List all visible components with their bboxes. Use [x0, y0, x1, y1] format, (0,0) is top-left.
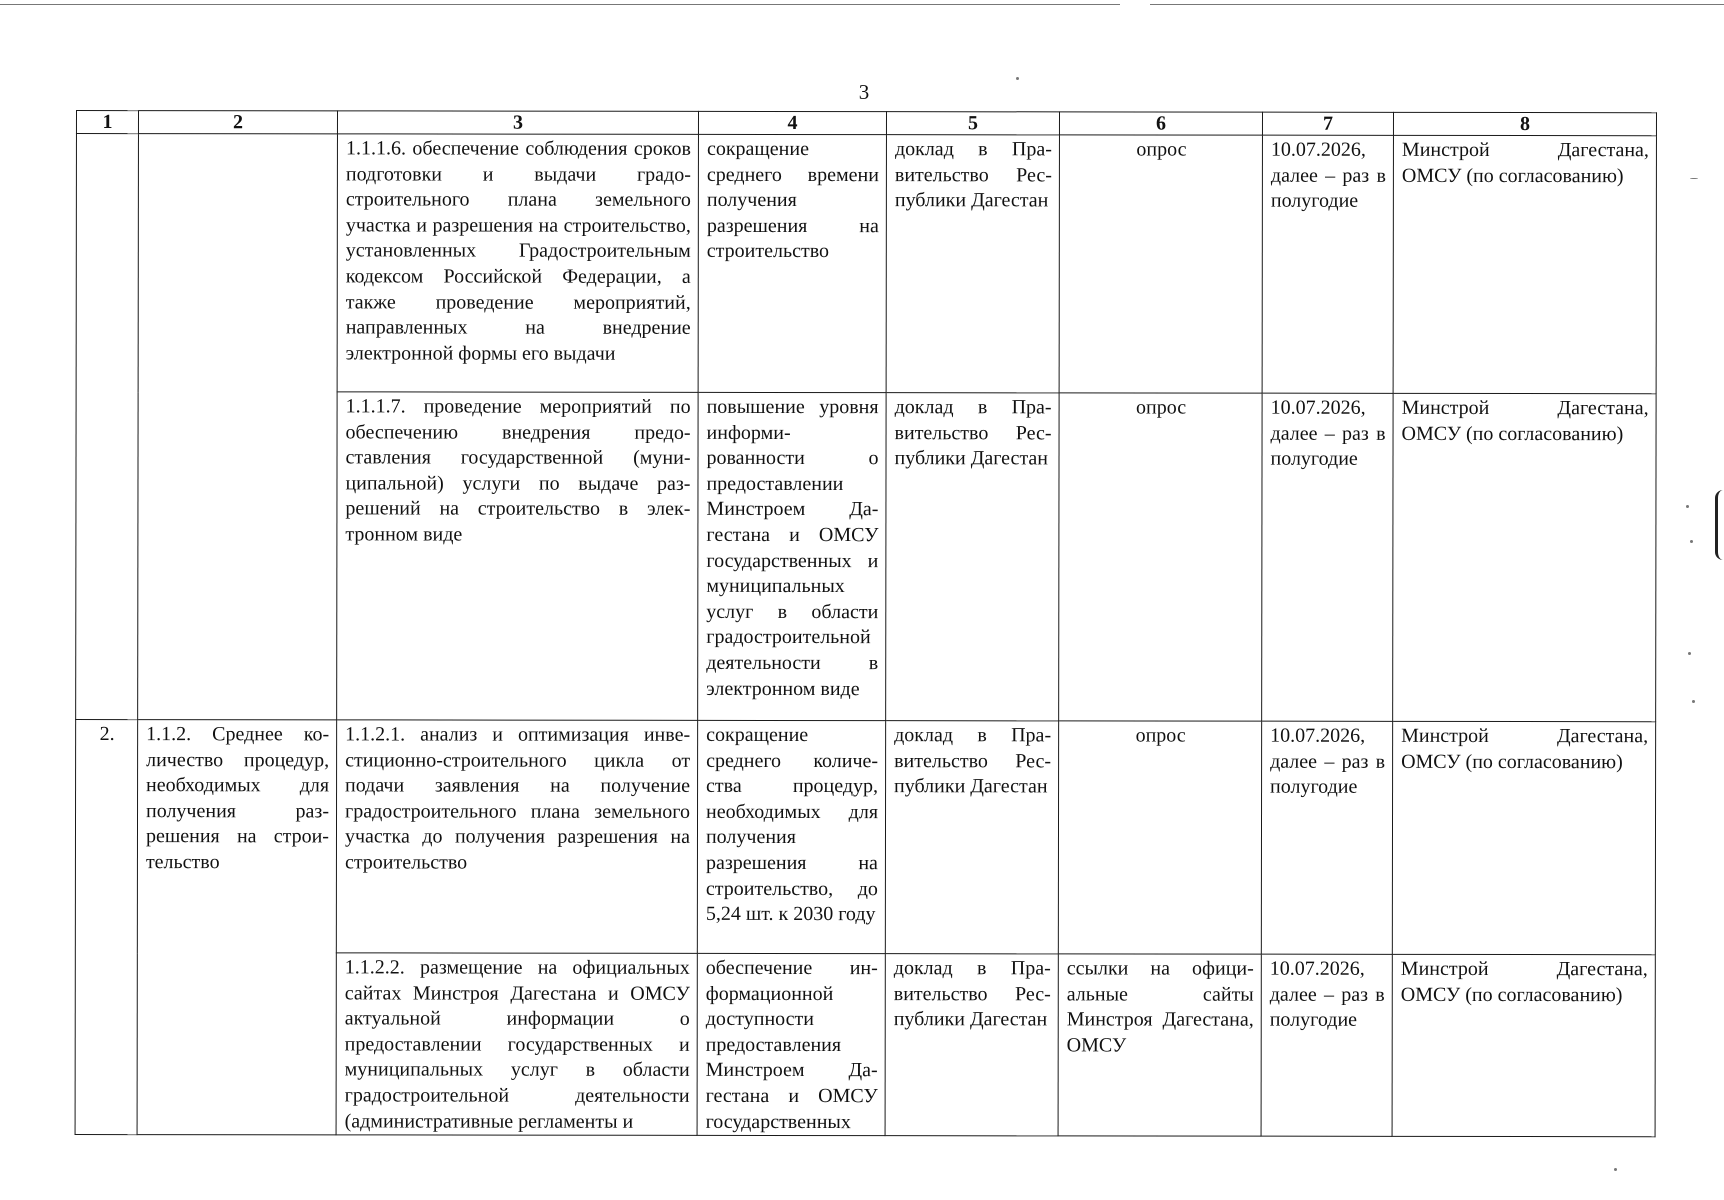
scan-edge-line	[1150, 4, 1724, 5]
deadline-cell: 10.07.2026, далее – раз в полугодие	[1261, 954, 1392, 1136]
method-cell: опрос	[1059, 135, 1262, 393]
method-cell: опрос	[1058, 721, 1261, 954]
measure-cell: 1.1.1.7. проведение мероприятий по обеспечению внедрения предоставления государственной (муниципальной) услуги по выдаче разрешений на строительство в электронном виде	[337, 392, 698, 721]
scan-speck	[1692, 700, 1695, 703]
method-cell: ссылки на официальные сайты Минстроя Дагестана, ОМСУ	[1058, 954, 1261, 1136]
deadline-cell: 10.07.2026, далее – раз в полугодие	[1262, 135, 1393, 393]
measure-cell: 1.1.2.2. размещение на официальных сайтах Минстроя Дагестана и ОМСУ актуальной информации о предоставлении государственных и муниципальных услуг в области градостроительной деятельности (административные регламенты и	[336, 953, 697, 1136]
deadline-cell: 10.07.2026, далее – раз в полугодие	[1262, 393, 1393, 721]
column-header: 1	[76, 111, 138, 134]
column-header: 8	[1393, 112, 1656, 135]
table-row	[75, 720, 1655, 955]
responsible-cell: Минстрой Дагестана, ОМСУ (по согласованию)	[1393, 393, 1656, 721]
column-header: 3	[337, 111, 698, 135]
table-row	[76, 134, 1656, 394]
responsible-cell: Минстрой Дагестана, ОМСУ (по согласованию)	[1393, 135, 1656, 393]
scan-edge-line	[0, 4, 1120, 5]
result-cell: сокращение среднего времени получения разрешения на строительство	[698, 134, 886, 392]
table-header-row	[76, 111, 1656, 136]
column-header: 6	[1059, 112, 1262, 135]
method-cell: опрос	[1059, 393, 1262, 721]
column-header: 7	[1262, 112, 1393, 135]
measures-table	[75, 110, 1657, 1137]
scan-speck	[1690, 178, 1698, 179]
row-number-cell: 2.	[75, 720, 138, 1135]
report-form-cell: доклад в Правительство Республики Дагестан	[886, 135, 1059, 393]
indicator-cell	[138, 134, 338, 720]
column-header: 4	[698, 111, 886, 134]
result-cell: повышение уровня информированности о предоставлении Минстроем Дагестана и ОМСУ государственных и муниципальных услуг в области градостроительной деятельности в электронном виде	[698, 392, 886, 720]
report-form-cell: доклад в Правительство Республики Дагестан	[886, 393, 1059, 721]
scan-speck	[1686, 505, 1689, 508]
page-number: 3	[858, 80, 870, 104]
row-number-cell	[76, 134, 139, 720]
result-cell: обеспечение информационной доступности предоставления Минстроем Дагестана и ОМСУ государственных	[697, 953, 885, 1135]
scan-speck	[1688, 652, 1691, 655]
indicator-cell: 1.1.2. Среднее количество процедур, необходимых для получения разрешения на строительство	[137, 720, 337, 1135]
report-form-cell: доклад в Правительство Республики Дагестан	[885, 954, 1058, 1136]
measure-cell: 1.1.1.6. обеспечение соблюдения сроков подготовки и выдачи градостроительного плана земельного участка и разрешения на строительство, установленных Градостроительным кодексом Российской Федерации, а также проведение мероприятий, направленных на внедрение электронной формы его выдачи	[337, 134, 698, 393]
scan-speck	[1614, 1168, 1617, 1171]
scan-binding-mark	[1715, 490, 1724, 560]
measure-cell: 1.1.2.1. анализ и оптимизация инвестиционно-строительного цикла от подачи заявления на получение градостроительного плана земельного участка до получения разрешения на строительство	[336, 720, 697, 954]
report-form-cell: доклад в Правительство Республики Дагестан	[885, 721, 1058, 954]
column-header: 5	[886, 112, 1059, 135]
column-header: 2	[138, 111, 337, 134]
deadline-cell: 10.07.2026, далее – раз в полугодие	[1261, 721, 1392, 954]
scan-speck	[1690, 540, 1693, 543]
responsible-cell: Минстрой Дагестана, ОМСУ (по согласованию)	[1392, 721, 1655, 954]
result-cell: сокращение среднего количества процедур, необходимых для получения разрешения на строительство, до 5,24 шт. к 2030 году	[697, 720, 885, 953]
responsible-cell: Минстрой Дагестана, ОМСУ (по согласованию)	[1392, 954, 1655, 1137]
